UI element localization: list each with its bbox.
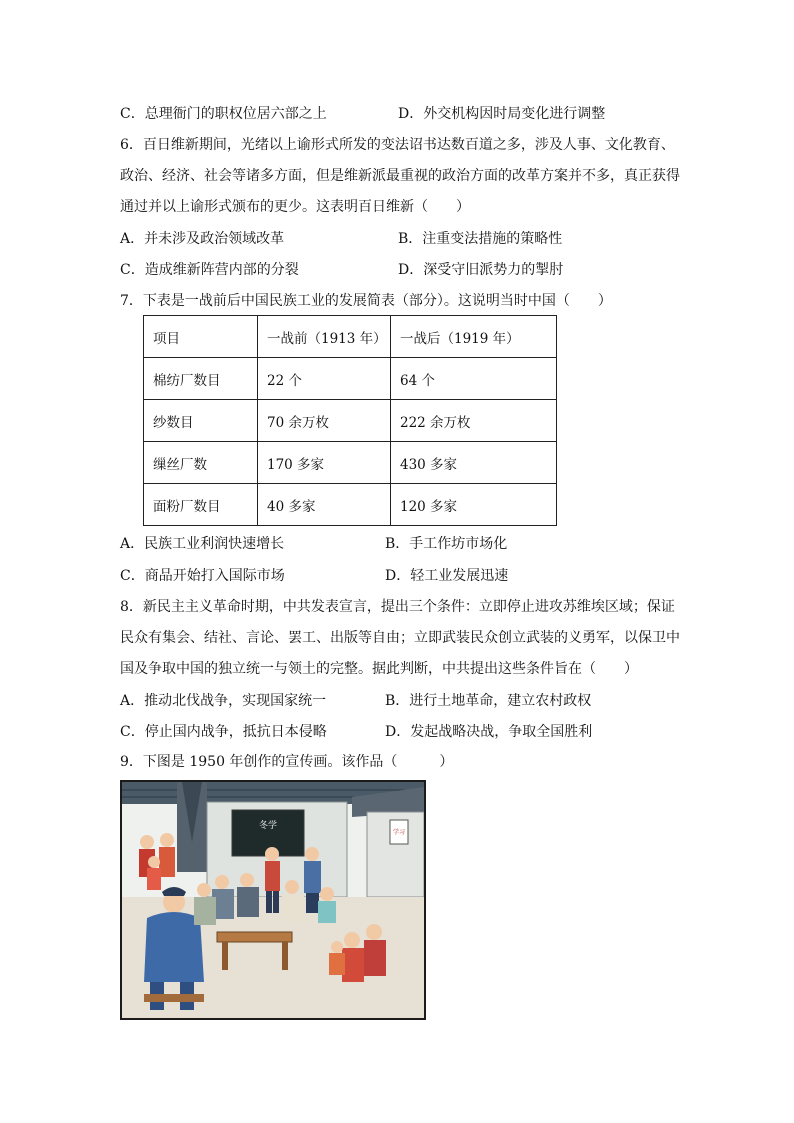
q6-stem-line-3: 通过并以上谕形式颁布的更少。这表明百日维新（ ） xyxy=(120,199,470,215)
table-header-cell: 项目 xyxy=(144,316,258,358)
blackboard-text: 冬学 xyxy=(258,821,278,831)
q6-option-b: B．注重变法措施的策略性 xyxy=(398,231,563,247)
table-cell: 棉纺厂数目 xyxy=(144,358,258,400)
table-header-cell: 一战后（1919 年） xyxy=(391,316,557,358)
table-cell: 纱数目 xyxy=(144,400,258,442)
q8-stem-line-2: 民众有集会、结社、言论、罢工、出版等自由；立即武装民众创立武装的义勇军，以保卫中 xyxy=(120,630,680,646)
table-cell: 22 个 xyxy=(258,358,391,400)
q6-option-c: C．造成维新阵营内部的分裂 xyxy=(120,262,299,278)
q8-option-d: D．发起战略决战，争取全国胜利 xyxy=(385,724,593,740)
q7-option-d: D．轻工业发展迅速 xyxy=(385,568,509,584)
table-row xyxy=(144,358,557,400)
table-header-cell: 一战前（1913 年） xyxy=(258,316,391,358)
industry-table xyxy=(143,315,557,526)
q7-option-a: A．民族工业利润快速增长 xyxy=(120,536,285,552)
q7-option-b: B．手工作坊市场化 xyxy=(385,536,508,552)
q8-option-c: C．停止国内战争，抵抗日本侵略 xyxy=(120,724,327,740)
table-cell: 64 个 xyxy=(391,358,557,400)
q8-stem-line-3: 国及争取中国的独立统一与领土的完整。据此判断，中共提出这些条件旨在（ ） xyxy=(120,661,638,677)
table-header-row xyxy=(144,316,557,358)
q9-stem: 9．下图是 1950 年创作的宣传画。该作品（ ） xyxy=(120,754,454,770)
table-cell: 40 多家 xyxy=(258,484,391,526)
q6-stem-line-1: 6．百日维新期间，光绪以上谕形式所发的变法诏书达数百道之多，涉及人事、文化教育、 xyxy=(120,137,675,153)
q6-stem-line-2: 政治、经济、社会等诸多方面，但是维新派最重视的政治方面的改革方案并不多，真正获得 xyxy=(120,168,680,184)
q7-stem: 7．下表是一战前后中国民族工业的发展简表（部分）。这说明当时中国（ ） xyxy=(120,293,612,309)
table-row xyxy=(144,484,557,526)
q5-option-d: D．外交机构因时局变化进行调整 xyxy=(398,106,606,122)
table-cell: 120 多家 xyxy=(391,484,557,526)
table-cell: 430 多家 xyxy=(391,442,557,484)
q6-option-d: D．深受守旧派势力的掣肘 xyxy=(398,262,564,278)
table-cell: 面粉厂数目 xyxy=(144,484,258,526)
q8-option-a: A．推动北伐战争，实现国家统一 xyxy=(120,693,327,709)
wall-poster-text: 学习 xyxy=(392,829,406,836)
table-cell: 缫丝厂数 xyxy=(144,442,258,484)
q8-option-b: B．进行土地革命，建立农村政权 xyxy=(385,693,592,709)
q5-option-c: C．总理衙门的职权位居六部之上 xyxy=(120,106,327,122)
table-row xyxy=(144,400,557,442)
q6-option-a: A．并未涉及政治领域改革 xyxy=(120,231,285,247)
table-cell: 70 余万枚 xyxy=(258,400,391,442)
propaganda-painting xyxy=(120,780,426,1020)
table-cell: 170 多家 xyxy=(258,442,391,484)
table-row xyxy=(144,442,557,484)
q8-stem-line-1: 8．新民主主义革命时期，中共发表宣言，提出三个条件：立即停止进攻苏维埃区域；保证 xyxy=(120,599,675,615)
table-cell: 222 余万枚 xyxy=(391,400,557,442)
q7-option-c: C．商品开始打入国际市场 xyxy=(120,568,285,584)
